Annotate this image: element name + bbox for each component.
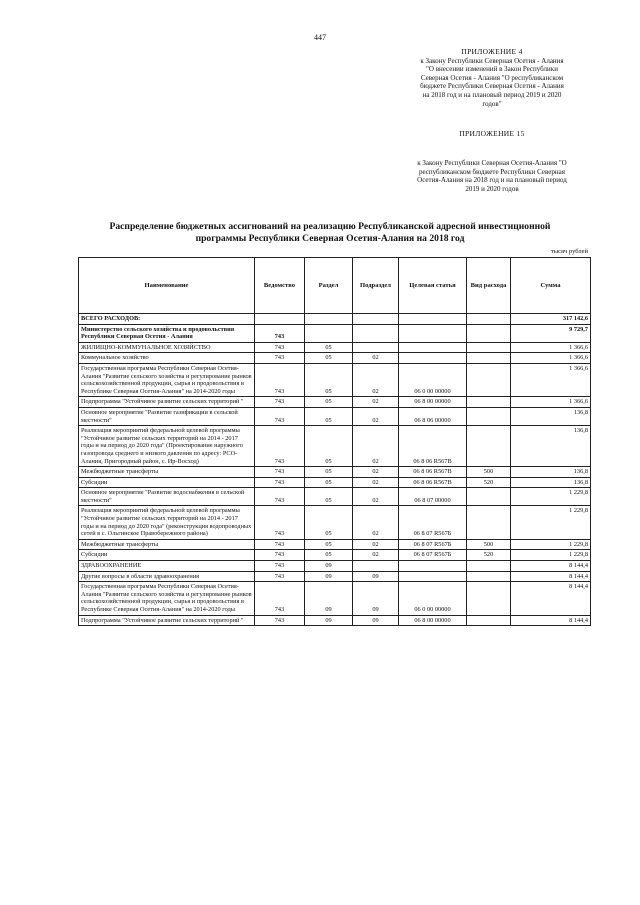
header-target: Целевая статья (399, 258, 467, 314)
cell-sum: 1 229,8 (511, 488, 591, 506)
cell-section: 05 (305, 397, 353, 408)
cell-target (399, 324, 467, 342)
cell-section: 09 (305, 571, 353, 582)
cell-section (305, 324, 353, 342)
table-row (79, 506, 591, 539)
header-name: Наименование (79, 258, 255, 314)
cell-name: ЖИЛИЩНО-КОММУНАЛЬНОЕ ХОЗЯЙСТВО (79, 342, 255, 353)
cell-exp-type (467, 324, 511, 342)
table-row (79, 397, 591, 408)
cell-section: 05 (305, 363, 353, 396)
cell-target (399, 314, 467, 325)
appendix-4-line: на 2018 год и на плановый период 2019 и 2020 (422, 90, 562, 99)
cell-exp-type (467, 488, 511, 506)
cell-target: 06 8 06 00000 (399, 407, 467, 425)
cell-dept (255, 314, 305, 325)
cell-target: 06 8 06 R567В (399, 477, 467, 488)
appendix-4-line: Северная Осетия - Алания "О республиканском (420, 73, 564, 82)
cell-sum: 8 144,4 (511, 615, 591, 626)
cell-section: 05 (305, 550, 353, 561)
cell-subsection (353, 342, 399, 353)
table-row (79, 571, 591, 582)
cell-target: 06 8 07 R567Б (399, 539, 467, 550)
appendix-4-line: бюджете Республики Северная Осетия - Алания (420, 82, 564, 91)
document-title (70, 221, 590, 245)
cell-dept: 743 (255, 550, 305, 561)
table-row (79, 582, 591, 615)
cell-target: 06 8 07 00000 (399, 488, 467, 506)
cell-target (399, 571, 467, 582)
budget-table (78, 257, 591, 626)
cell-dept: 743 (255, 477, 305, 488)
appendix-15-block (392, 130, 592, 139)
table-row (79, 426, 591, 467)
cell-section: 05 (305, 539, 353, 550)
cell-dept: 743 (255, 561, 305, 572)
table-row (79, 539, 591, 550)
cell-section: 09 (305, 582, 353, 615)
table-row (79, 324, 591, 342)
cell-dept: 743 (255, 397, 305, 408)
header-subsection: Подраздел (353, 258, 399, 314)
cell-name: ЗДРАВООХРАНЕНИЕ (79, 561, 255, 572)
appendix-15-line: 2019 и 2020 годов (465, 184, 519, 193)
cell-exp-type (467, 506, 511, 539)
cell-exp-type (467, 353, 511, 364)
cell-sum: 136,8 (511, 426, 591, 467)
cell-sum: 1 229,8 (511, 550, 591, 561)
cell-name: Подпрограмма "Устойчивое развитие сельских территорий " (79, 397, 255, 408)
cell-subsection (353, 324, 399, 342)
cell-subsection: 02 (353, 363, 399, 396)
header-exp-type: Вид расхода (467, 258, 511, 314)
cell-dept: 743 (255, 407, 305, 425)
cell-section: 09 (305, 561, 353, 572)
table-row (79, 550, 591, 561)
cell-exp-type (467, 561, 511, 572)
cell-dept: 743 (255, 342, 305, 353)
cell-name: Другие вопросы в области здравоохранения (79, 571, 255, 582)
cell-name: Межбюджетные трансферты (79, 467, 255, 478)
cell-exp-type (467, 582, 511, 615)
cell-section: 05 (305, 426, 353, 467)
cell-exp-type: 500 (467, 467, 511, 478)
table-row (79, 467, 591, 478)
cell-target: 06 8 07 R567Б (399, 550, 467, 561)
cell-sum: 136,8 (511, 477, 591, 488)
table-row (79, 615, 591, 626)
cell-exp-type (467, 363, 511, 396)
appendix-15-line: республиканском бюджете Республики Северная (419, 167, 565, 176)
header-dept: Ведомство (255, 258, 305, 314)
table-row (79, 561, 591, 572)
cell-sum: 8 144,4 (511, 561, 591, 572)
cell-dept: 743 (255, 506, 305, 539)
cell-sum: 136,8 (511, 407, 591, 425)
page-number: 447 (314, 33, 326, 42)
cell-target: 06 8 06 R567В (399, 426, 467, 467)
cell-section (305, 314, 353, 325)
table-row (79, 353, 591, 364)
cell-section: 05 (305, 467, 353, 478)
cell-target (399, 342, 467, 353)
cell-name: Реализация мероприятий федеральной целевой программы "Устойчивое развитие сельских территорий на 2014 - 2017 годы и на период до 2020 года" (реконструкция водопроводных сетей в с. Ольгинское Правобережного района) (79, 506, 255, 539)
appendix-4-title: ПРИЛОЖЕНИЕ 4 (461, 47, 523, 56)
appendix-4-block (392, 48, 592, 108)
cell-exp-type (467, 426, 511, 467)
cell-sum: 8 144,4 (511, 582, 591, 615)
cell-exp-type (467, 397, 511, 408)
document-title-line-2: программы Республики Северная Осетия-Алания на 2018 год (195, 233, 465, 244)
appendix-15-line: к Закону Республики Северная Осетия-Алания "О (417, 159, 567, 167)
cell-name: Коммунальное хозяйство (79, 353, 255, 364)
cell-subsection: 02 (353, 506, 399, 539)
cell-target: 06 8 07 R567Б (399, 506, 467, 539)
cell-name: Реализация мероприятий федеральной целевой программы "Устойчивое развитие сельских территорий на 2014 - 2017 годы и на период до 2020 года" (Проектирование наружного газопровода среднего и низкого давления по адресу: РСО-Алания, Пригородный район, с. Ир-Восход) (79, 426, 255, 467)
cell-name: Основное мероприятие "Развитие газификации в сельской местности" (79, 407, 255, 425)
appendix-4-line: к Закону Республики Северная Осетия - Алания (420, 56, 564, 65)
cell-exp-type: 520 (467, 550, 511, 561)
cell-subsection: 09 (353, 582, 399, 615)
table-row (79, 342, 591, 353)
cell-name: Межбюджетные трансферты (79, 539, 255, 550)
cell-target: 06 0 00 00000 (399, 582, 467, 615)
cell-dept: 743 (255, 539, 305, 550)
cell-subsection: 02 (353, 467, 399, 478)
cell-subsection: 09 (353, 615, 399, 626)
appendix-15-line: Осетия-Алания на 2018 год и на плановый период (417, 176, 567, 185)
document-title-line-1: Распределение бюджетных ассигнований на реализацию Республиканской адресной инвестиционной (109, 221, 551, 232)
appendix-4-line: "О внесении изменений в Закон Республики (426, 65, 558, 74)
cell-dept: 743 (255, 467, 305, 478)
cell-sum: 1 229,8 (511, 506, 591, 539)
cell-sum: 1 366,6 (511, 363, 591, 396)
table-row (79, 314, 591, 325)
cell-section: 09 (305, 615, 353, 626)
table-header-row (79, 258, 591, 314)
table-body (79, 314, 591, 626)
cell-subsection: 09 (353, 571, 399, 582)
cell-sum: 1 366,6 (511, 342, 591, 353)
appendix-4-line: годов" (482, 99, 502, 108)
cell-exp-type (467, 407, 511, 425)
cell-subsection: 02 (353, 477, 399, 488)
cell-dept: 743 (255, 426, 305, 467)
cell-name: ВСЕГО РАСХОДОВ: (79, 314, 255, 325)
cell-sum: 1 366,6 (511, 353, 591, 364)
cell-section: 05 (305, 506, 353, 539)
cell-subsection: 02 (353, 426, 399, 467)
cell-target (399, 561, 467, 572)
appendix-15-title: ПРИЛОЖЕНИЕ 15 (459, 129, 525, 138)
cell-dept: 743 (255, 615, 305, 626)
cell-section: 05 (305, 488, 353, 506)
table-row (79, 477, 591, 488)
cell-target: 06 8 06 R567В (399, 467, 467, 478)
cell-dept: 743 (255, 363, 305, 396)
cell-exp-type (467, 615, 511, 626)
cell-name: Министерство сельского хозяйства и продовольствия Республики Северная Осетия - Алания (79, 324, 255, 342)
cell-section: 05 (305, 353, 353, 364)
cell-target (399, 353, 467, 364)
cell-name: Государственная программа Республики Северная Осетия-Алания "Развитие сельского хозяйства и регулирование рынков сельскохозяйственной продукции, сырья и продовольствия в Республике Северная Осетия-Алания" на 2014-2020 годы (79, 363, 255, 396)
cell-section: 05 (305, 342, 353, 353)
cell-subsection: 02 (353, 353, 399, 364)
cell-name: Субсидии (79, 477, 255, 488)
cell-sum: 317 142,6 (511, 314, 591, 325)
cell-name: Субсидии (79, 550, 255, 561)
header-sum: Сумма (511, 258, 591, 314)
cell-dept: 743 (255, 582, 305, 615)
cell-name: Подпрограмма "Устойчивое развитие сельских территорий " (79, 615, 255, 626)
cell-exp-type: 500 (467, 539, 511, 550)
cell-exp-type (467, 314, 511, 325)
header-section: Раздел (305, 258, 353, 314)
cell-exp-type: 520 (467, 477, 511, 488)
cell-subsection (353, 561, 399, 572)
cell-subsection: 02 (353, 397, 399, 408)
table-row (79, 363, 591, 396)
table-row (79, 488, 591, 506)
cell-target: 06 0 00 00000 (399, 363, 467, 396)
cell-dept: 743 (255, 488, 305, 506)
cell-subsection (353, 314, 399, 325)
cell-section: 05 (305, 477, 353, 488)
cell-dept: 743 (255, 353, 305, 364)
cell-subsection: 02 (353, 550, 399, 561)
cell-dept: 743 (255, 324, 305, 342)
cell-exp-type (467, 342, 511, 353)
cell-subsection: 02 (353, 539, 399, 550)
cell-target: 06 8 00 00000 (399, 615, 467, 626)
cell-subsection: 02 (353, 488, 399, 506)
cell-exp-type (467, 571, 511, 582)
cell-name: Основное мероприятие "Развитие водоснабжения в сельской местности" (79, 488, 255, 506)
units-label: тысяч рублей (550, 248, 588, 255)
cell-sum: 8 144,4 (511, 571, 591, 582)
cell-section: 05 (305, 407, 353, 425)
cell-dept: 743 (255, 571, 305, 582)
cell-sum: 1 366,6 (511, 397, 591, 408)
cell-sum: 1 229,8 (511, 539, 591, 550)
cell-name: Государственная программа Республики Северная Осетия-Алания "Развитие сельского хозяйства и регулирование рынков сельскохозяйственной продукции, сырья и продовольствия в Республике Северная Осетия-Алания" на 2014-2020 годы (79, 582, 255, 615)
appendix-15-text (392, 159, 592, 193)
cell-subsection: 02 (353, 407, 399, 425)
cell-sum: 136,8 (511, 467, 591, 478)
cell-target: 06 8 00 00000 (399, 397, 467, 408)
table-row (79, 407, 591, 425)
cell-sum: 9 729,7 (511, 324, 591, 342)
